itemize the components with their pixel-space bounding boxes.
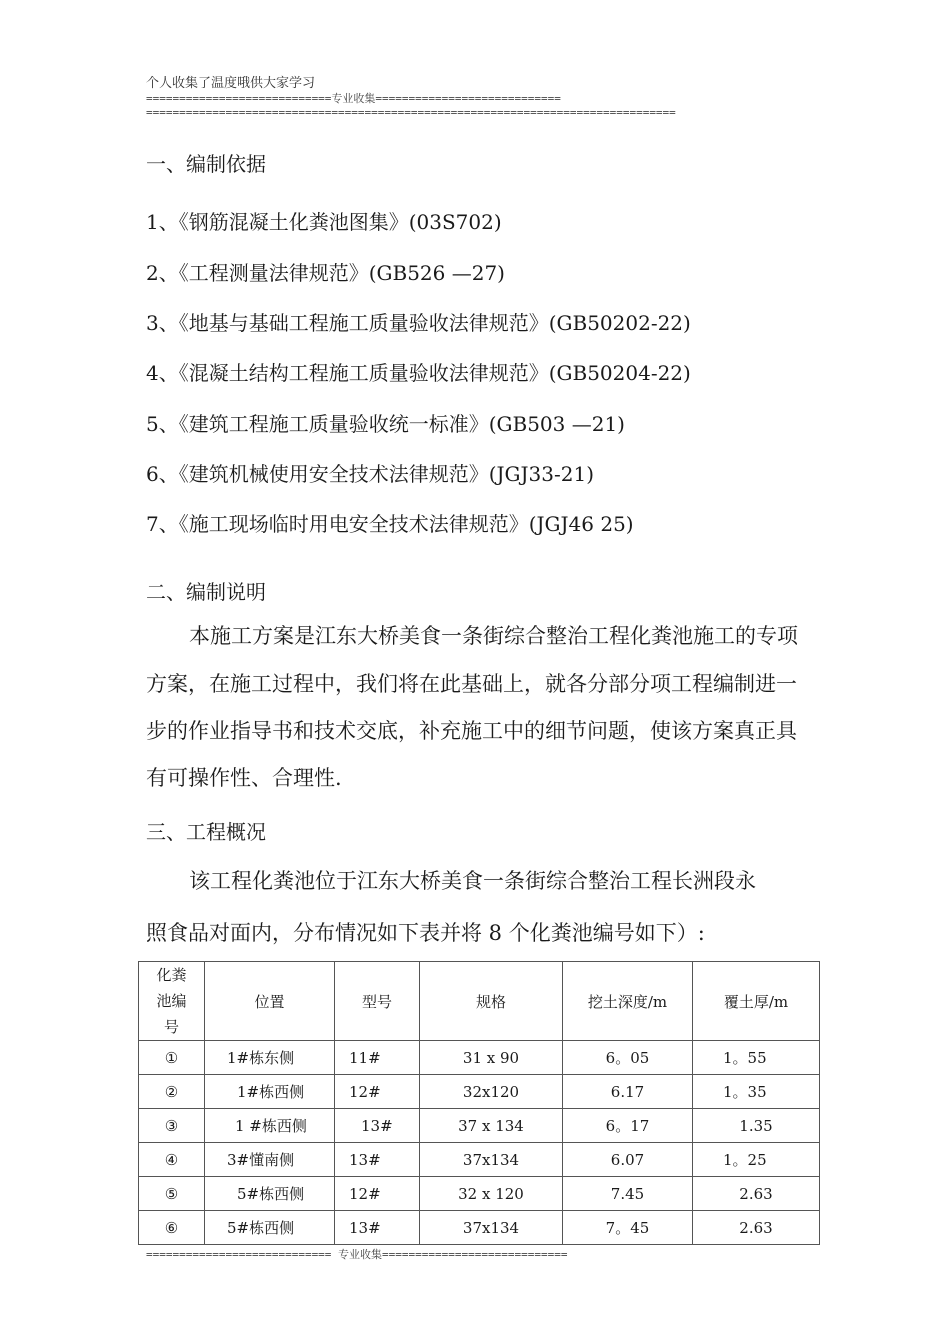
table-cell: 3#懂南侧 (205, 1143, 335, 1177)
table-cell: 7。45 (563, 1211, 693, 1245)
table-header-row (139, 962, 820, 1041)
footer-rule: ============================ 专业收集============================ (146, 1248, 568, 1261)
table-cell: 6。05 (563, 1041, 693, 1075)
table-cell: 6.17 (563, 1075, 693, 1109)
table-row (139, 1109, 820, 1143)
table-cell: 2.63 (693, 1177, 820, 1211)
reference-item: 3、《地基与基础工程施工质量验收法律规范》(GB50202-22) (146, 311, 691, 335)
paragraph-line: 方案，在施工过程中，我们将在此基础上，就各分部分项工程编制进一 (146, 672, 797, 696)
table-cell: 13# (335, 1211, 420, 1245)
table-cell: 37x134 (420, 1211, 563, 1245)
table-cell: 11# (335, 1041, 420, 1075)
table-row (139, 1211, 820, 1245)
reference-item: 1、《钢筋混凝土化粪池图集》(03S702) (146, 210, 502, 234)
reference-item: 6、《建筑机械使用安全技术法律规范》(JGJ33-21) (146, 462, 594, 486)
table-cell: 6。17 (563, 1109, 693, 1143)
header-rule-top: ============================专业收集============================ (146, 92, 561, 105)
reference-item: 4、《混凝土结构工程施工质量验收法律规范》(GB50204-22) (146, 361, 691, 385)
column-header: 位置 (205, 962, 335, 1041)
table-cell: 32x120 (420, 1075, 563, 1109)
section-title-overview: 三、工程概况 (146, 820, 266, 844)
table-cell: 1。25 (693, 1143, 820, 1177)
table-cell: 5#栋西侧 (205, 1177, 335, 1211)
table-row (139, 1041, 820, 1075)
table-cell: 1 #栋西侧 (205, 1109, 335, 1143)
table-cell: ④ (139, 1143, 205, 1177)
table-cell: 7.45 (563, 1177, 693, 1211)
table-cell: 12# (335, 1075, 420, 1109)
table-cell: 5#栋西侧 (205, 1211, 335, 1245)
table-cell: 37x134 (420, 1143, 563, 1177)
table-cell: 2.63 (693, 1211, 820, 1245)
column-header: 化粪池编号 (139, 962, 205, 1041)
paragraph-line: 步的作业指导书和技术交底，补充施工中的细节问题，使该方案真正具 (146, 719, 797, 743)
table-cell: ① (139, 1041, 205, 1075)
paragraph-line: 该工程化粪池位于江东大桥美食一条街综合整治工程长洲段永 (189, 869, 756, 893)
table-cell: 1。55 (693, 1041, 820, 1075)
table-cell: 1#栋东侧 (205, 1041, 335, 1075)
table-cell: 1#栋西侧 (205, 1075, 335, 1109)
table-cell: ⑤ (139, 1177, 205, 1211)
reference-item: 5、《建筑工程施工质量验收统一标准》(GB503 —21) (146, 412, 625, 436)
section-title-basis: 一、编制依据 (146, 152, 266, 176)
table-row (139, 1143, 820, 1177)
table-cell: 1。35 (693, 1075, 820, 1109)
table-cell: 32 x 120 (420, 1177, 563, 1211)
table-row (139, 1177, 820, 1211)
table-cell: 13# (335, 1109, 420, 1143)
septic-tank-table (138, 961, 820, 1245)
column-header: 挖土深度/m (563, 962, 693, 1041)
reference-item: 2、《工程测量法律规范》(GB526 —27) (146, 261, 505, 285)
table-cell: 37 x 134 (420, 1109, 563, 1143)
header-note: 个人收集了温度哦供大家学习 (146, 76, 316, 91)
section-title-explanation: 二、编制说明 (146, 580, 266, 604)
paragraph-line: 照食品对面内，分布情况如下表并将 8 个化粪池编号如下）: (146, 921, 705, 945)
table-cell: 13# (335, 1143, 420, 1177)
table-cell: 1.35 (693, 1109, 820, 1143)
table-cell: ③ (139, 1109, 205, 1143)
table-cell: 31 x 90 (420, 1041, 563, 1075)
table-cell: 6.07 (563, 1143, 693, 1177)
column-header: 型号 (335, 962, 420, 1041)
table-cell: ② (139, 1075, 205, 1109)
table-cell: 12# (335, 1177, 420, 1211)
column-header: 规格 (420, 962, 563, 1041)
reference-item: 7、《施工现场临时用电安全技术法律规范》(JGJ46 25) (146, 512, 634, 536)
column-header: 覆土厚/m (693, 962, 820, 1041)
table-cell: ⑥ (139, 1211, 205, 1245)
paragraph-line: 有可操作性、合理性. (146, 766, 342, 790)
table-row (139, 1075, 820, 1109)
paragraph-line: 本施工方案是江东大桥美食一条街综合整治工程化粪池施工的专项 (189, 624, 798, 648)
header-rule-top-full: ================================================================================ (146, 106, 676, 119)
